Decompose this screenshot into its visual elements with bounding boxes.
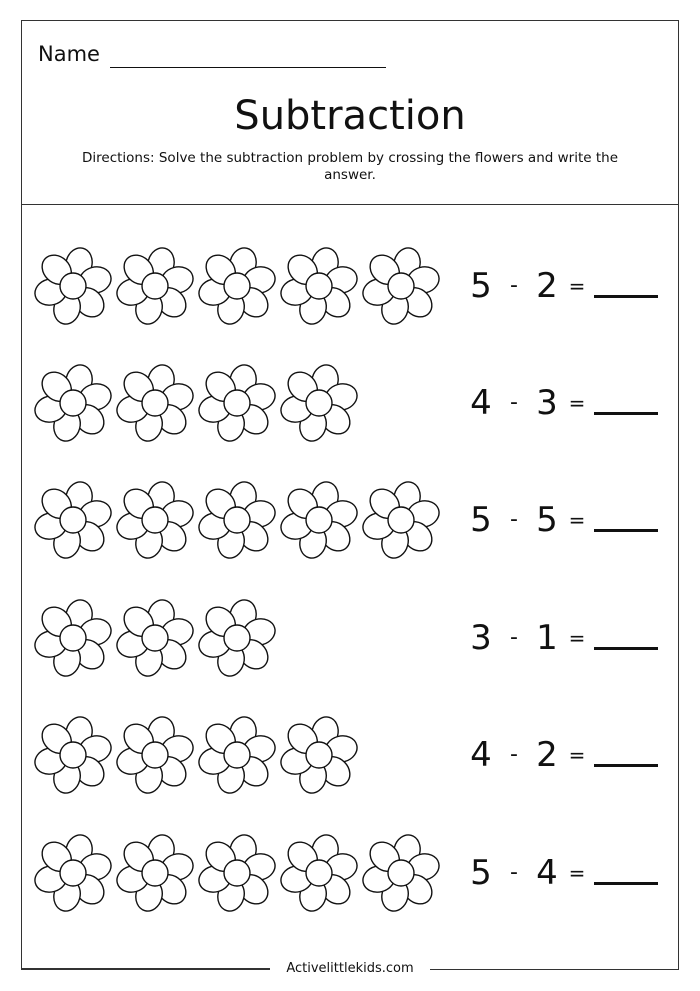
flower-icon[interactable] — [33, 246, 113, 326]
minuend: 3 — [470, 617, 492, 658]
flower-group — [33, 355, 361, 450]
equals-sign: = — [568, 507, 586, 532]
minuend: 5 — [470, 265, 492, 306]
flower-icon[interactable] — [361, 246, 441, 326]
flower-icon[interactable] — [115, 363, 195, 443]
directions-text: Directions: Solve the subtraction problem by crossing the flowers and write the answer. — [82, 150, 618, 183]
flower-group — [33, 238, 443, 333]
flower-icon[interactable] — [197, 598, 277, 678]
flower-icon[interactable] — [33, 480, 113, 560]
problem-row — [21, 355, 679, 450]
flower-icon[interactable] — [33, 598, 113, 678]
subtrahend: 2 — [536, 734, 558, 775]
name-input-line[interactable] — [110, 43, 386, 68]
flower-icon[interactable] — [279, 480, 359, 560]
flower-group — [33, 825, 443, 920]
flower-icon[interactable] — [361, 480, 441, 560]
flower-icon[interactable] — [197, 480, 277, 560]
answer-blank[interactable] — [594, 390, 658, 415]
flower-icon[interactable] — [115, 598, 195, 678]
equals-sign: = — [568, 860, 586, 885]
equals-sign: = — [568, 273, 586, 298]
minus-sign: - — [510, 273, 518, 298]
minus-sign: - — [510, 860, 518, 885]
subtrahend: 5 — [536, 499, 558, 540]
equals-sign: = — [568, 625, 586, 650]
subtrahend: 1 — [536, 617, 558, 658]
minuend: 5 — [470, 499, 492, 540]
flower-icon[interactable] — [33, 363, 113, 443]
flower-icon[interactable] — [279, 246, 359, 326]
footer-divider — [21, 968, 271, 969]
minus-sign: - — [510, 625, 518, 650]
flower-icon[interactable] — [115, 833, 195, 913]
minuend: 5 — [470, 852, 492, 893]
subtrahend: 2 — [536, 265, 558, 306]
minus-sign: - — [510, 390, 518, 415]
problem-row — [21, 590, 679, 685]
answer-blank[interactable] — [594, 625, 658, 650]
flower-icon[interactable] — [197, 833, 277, 913]
flower-icon[interactable] — [197, 715, 277, 795]
minuend: 4 — [470, 382, 492, 423]
problem-row — [21, 472, 679, 567]
equation — [466, 472, 658, 567]
equation — [466, 590, 658, 685]
equation — [466, 238, 658, 333]
footer-site: Activelittlekids.com — [270, 960, 430, 978]
subtrahend: 3 — [536, 382, 558, 423]
problem-row — [21, 238, 679, 333]
equation — [466, 825, 658, 920]
flower-group — [33, 472, 443, 567]
flower-icon[interactable] — [197, 246, 277, 326]
flower-icon[interactable] — [279, 715, 359, 795]
page-title: Subtraction — [234, 93, 466, 139]
equation — [466, 355, 658, 450]
name-label: Name — [38, 42, 100, 66]
flower-icon[interactable] — [361, 833, 441, 913]
minuend: 4 — [470, 734, 492, 775]
problem-row — [21, 707, 679, 802]
flower-icon[interactable] — [115, 715, 195, 795]
flower-icon[interactable] — [33, 715, 113, 795]
problem-row — [21, 825, 679, 920]
flower-icon[interactable] — [197, 363, 277, 443]
flower-group — [33, 590, 279, 685]
answer-blank[interactable] — [594, 507, 658, 532]
flower-icon[interactable] — [279, 363, 359, 443]
name-row — [38, 40, 386, 68]
equals-sign: = — [568, 742, 586, 767]
flower-icon[interactable] — [115, 480, 195, 560]
answer-blank[interactable] — [594, 273, 658, 298]
flower-group — [33, 707, 361, 802]
flower-icon[interactable] — [33, 833, 113, 913]
answer-blank[interactable] — [594, 742, 658, 767]
header-divider — [21, 204, 679, 205]
flower-icon[interactable] — [115, 246, 195, 326]
flower-icon[interactable] — [279, 833, 359, 913]
minus-sign: - — [510, 742, 518, 767]
equals-sign: = — [568, 390, 586, 415]
subtrahend: 4 — [536, 852, 558, 893]
equation — [466, 707, 658, 802]
minus-sign: - — [510, 507, 518, 532]
answer-blank[interactable] — [594, 860, 658, 885]
